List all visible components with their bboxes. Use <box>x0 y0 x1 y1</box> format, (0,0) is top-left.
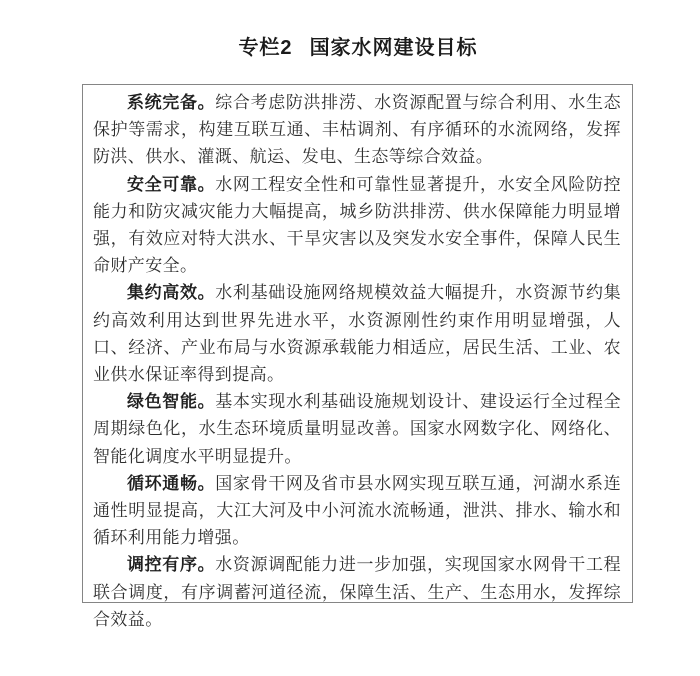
box-title <box>0 37 700 59</box>
paragraph-term: 系统完备。 <box>127 93 216 112</box>
paragraph-system-complete <box>93 89 621 171</box>
paragraph-term: 循环通畅。 <box>127 473 216 493</box>
paragraph-text: 水利基础设施网络规模效益大幅提升，水资源节约集约高效利用达到世界先进水平，水资源刚性约束作用明显增强，人口、经济、产业布局与水资源承载能力相适应，居民生活、工业、农业供水保证率得到提高。 <box>93 283 622 385</box>
paragraph-term: 绿色智能。 <box>127 392 216 412</box>
paragraph-text: 综合考虑防洪排涝、水资源配置与综合利用、水生态保护等需求，构建互联互通、丰枯调剂、有序循环的水流网络，发挥防洪、供水、灌溉、航运、发电、生态等综合效益。 <box>93 93 622 167</box>
paragraph-green-smart <box>93 388 621 470</box>
paragraph-text: 水网工程安全性和可靠性显著提升，水安全风险防控能力和防灾减灾能力大幅提高，城乡防洪排涝、供水保障能力明显增强，有效应对特大洪水、干旱灾害以及突发水安全事件，保障人民生命财产安全。 <box>93 174 622 276</box>
goals-callout-box <box>82 84 633 629</box>
paragraph-term: 调控有序。 <box>127 555 216 575</box>
paragraph-text: 基本实现水利基础设施规划设计、建设运行全过程全周期绿色化，水生态环境质量明显改善。国家水网数字化、网络化、智能化调度水平明显提升。 <box>93 392 622 466</box>
paragraph-circulation-smooth <box>93 470 621 552</box>
paragraph-term: 安全可靠。 <box>127 174 216 194</box>
paragraph-intensive-efficient <box>93 279 621 388</box>
paragraph-safe-reliable <box>93 171 621 280</box>
box-title-label: 专栏2 <box>238 37 293 59</box>
paragraph-text: 国家骨干网及省市县水网实现互联互通，河湖水系连通性明显提高，大江大河及中小河流水流畅通，泄洪、排水、输水和循环利用能力增强。 <box>93 473 622 548</box>
paragraph-term: 集约高效。 <box>127 283 216 303</box>
paragraph-text: 水资源调配能力进一步加强，实现国家水网骨干工程联合调度，有序调蓄河道径流，保障生活、生产、生态用水，发挥综合效益。 <box>93 555 622 629</box>
box-title-text: 国家水网建设目标 <box>309 37 478 59</box>
paragraph-regulation-orderly <box>93 551 621 633</box>
